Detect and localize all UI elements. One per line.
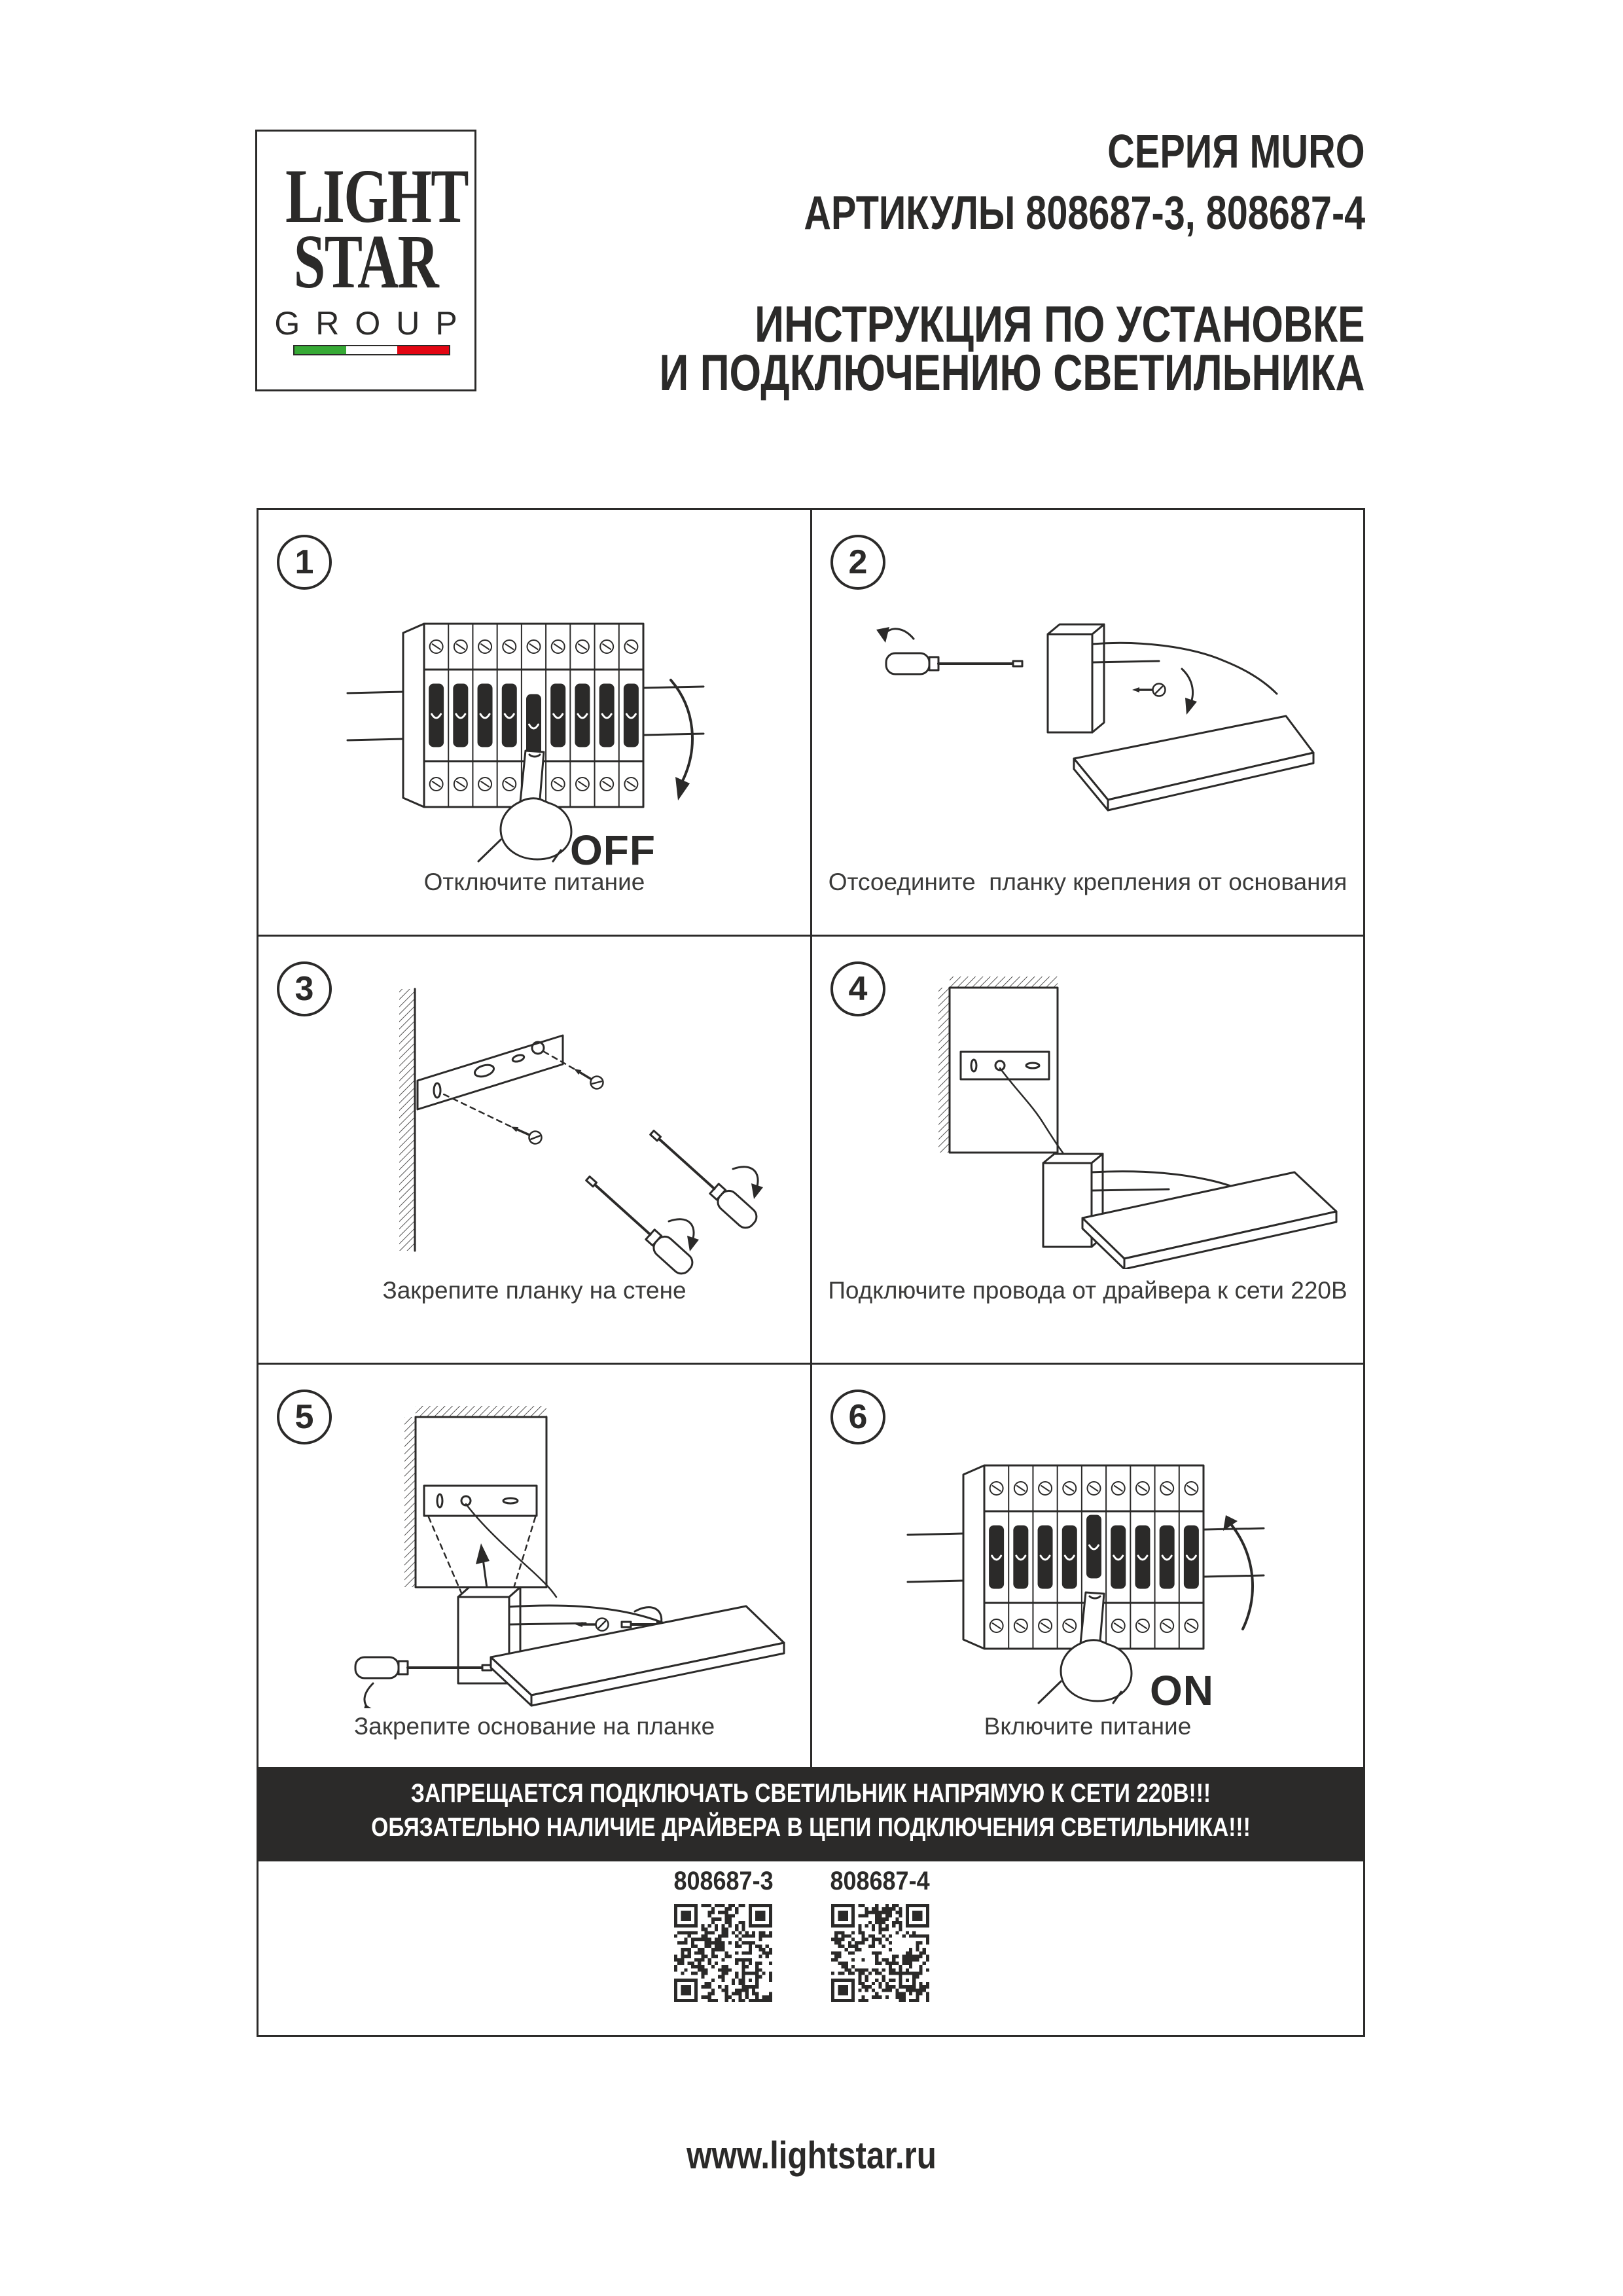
lamp-base-icon: [1048, 624, 1104, 732]
series-line: СЕРИЯ MURO: [1107, 126, 1365, 178]
mount-bracket-illustration: [366, 973, 772, 1280]
wall-icon: [399, 989, 415, 1251]
step-number-badge: 2: [830, 535, 885, 590]
qr-code-block: [825, 1867, 935, 2002]
italy-flag-bar: [293, 345, 450, 355]
step-panel-3: [259, 937, 810, 1363]
step-number-badge: 5: [277, 1390, 332, 1444]
screw-icon: [1132, 684, 1166, 696]
qr-section: [249, 1852, 1354, 2002]
step-number-badge: 4: [830, 961, 885, 1016]
instruction-grid: [257, 508, 1365, 2037]
qr-label: 808687-4: [830, 1867, 930, 1895]
arrow-up-icon: [1223, 1515, 1253, 1629]
step-panel-2: [812, 510, 1363, 935]
flag-green-segment: [294, 346, 346, 354]
detach-bracket-illustration: [851, 598, 1323, 880]
flag-red-segment: [397, 346, 449, 354]
lamp-shade-icon: [1082, 1172, 1336, 1269]
screwdriver-icon: [876, 627, 1022, 674]
step-caption: Отсоедините планку крепления от основания: [828, 869, 1347, 895]
warning-line-1: ЗАПРЕЩАЕТСЯ ПОДКЛЮЧАТЬ СВЕТИЛЬНИК НАПРЯМУЮ К СЕТИ 220В!!!: [410, 1779, 1211, 1808]
logo-word-light: LIGHT: [285, 153, 469, 239]
step-panel-6: [812, 1365, 1363, 1767]
step-caption: Закрепите основание на планке: [353, 1713, 715, 1740]
wall-bracket-icon: [418, 1035, 563, 1109]
connect-wires-illustration: [887, 968, 1346, 1269]
qr-code-block: [668, 1867, 779, 2002]
step-number-badge: 1: [277, 535, 332, 590]
logo-word-group: GROUP: [274, 305, 473, 342]
attach-base-illustration: [294, 1401, 805, 1708]
screwdriver-icon: [581, 1125, 763, 1278]
qr-code: [674, 1904, 772, 2002]
footer-website: www.lightstar.ru: [687, 2134, 936, 2177]
lamp-shade-icon: [491, 1606, 784, 1706]
screw-icon: [575, 1619, 609, 1631]
step-caption: Отключите питание: [423, 869, 645, 895]
arrow-down-icon: [671, 680, 692, 800]
step-number-badge: 3: [277, 961, 332, 1016]
logo-word-star: STAR: [293, 219, 438, 304]
step-number-badge: 6: [830, 1390, 885, 1444]
qr-label: 808687-3: [673, 1867, 774, 1895]
on-label: ON: [1150, 1667, 1214, 1714]
step-caption: Подключите провода от драйвера к сети 220В: [828, 1277, 1347, 1304]
step-caption: Закрепите планку на стене: [382, 1277, 687, 1304]
qr-code: [831, 1904, 929, 2002]
step-panel-5: [259, 1365, 810, 1767]
page-title-line2: И ПОДКЛЮЧЕНИЮ СВЕТИЛЬНИКА: [659, 344, 1365, 401]
step-panel-4: [812, 937, 1363, 1363]
flag-white-segment: [346, 346, 398, 354]
page-title-line1: ИНСТРУКЦИЯ ПО УСТАНОВКЕ: [755, 295, 1365, 353]
arrow-down-icon: [1182, 669, 1197, 715]
step-panel-1: [259, 510, 810, 935]
power-on-illustration: [896, 1425, 1275, 1719]
off-label: OFF: [570, 827, 656, 874]
warning-line-2: ОБЯЗАТЕЛЬНО НАЛИЧИЕ ДРАЙВЕРА В ЦЕПИ ПОДКЛЮЧЕНИЯ СВЕТИЛЬНИКА!!!: [371, 1813, 1251, 1842]
articles-line: АРТИКУЛЫ 808687-3, 808687-4: [804, 187, 1365, 240]
lightstar-logo: [255, 130, 476, 391]
wall-bracket-icon: [424, 1486, 537, 1516]
lamp-shade-icon: [1074, 716, 1313, 810]
power-off-illustration: [336, 583, 715, 878]
warning-banner: [259, 1767, 1363, 1861]
lamp-arm-icon: [1092, 643, 1277, 694]
step-caption: Включите питание: [984, 1713, 1192, 1740]
